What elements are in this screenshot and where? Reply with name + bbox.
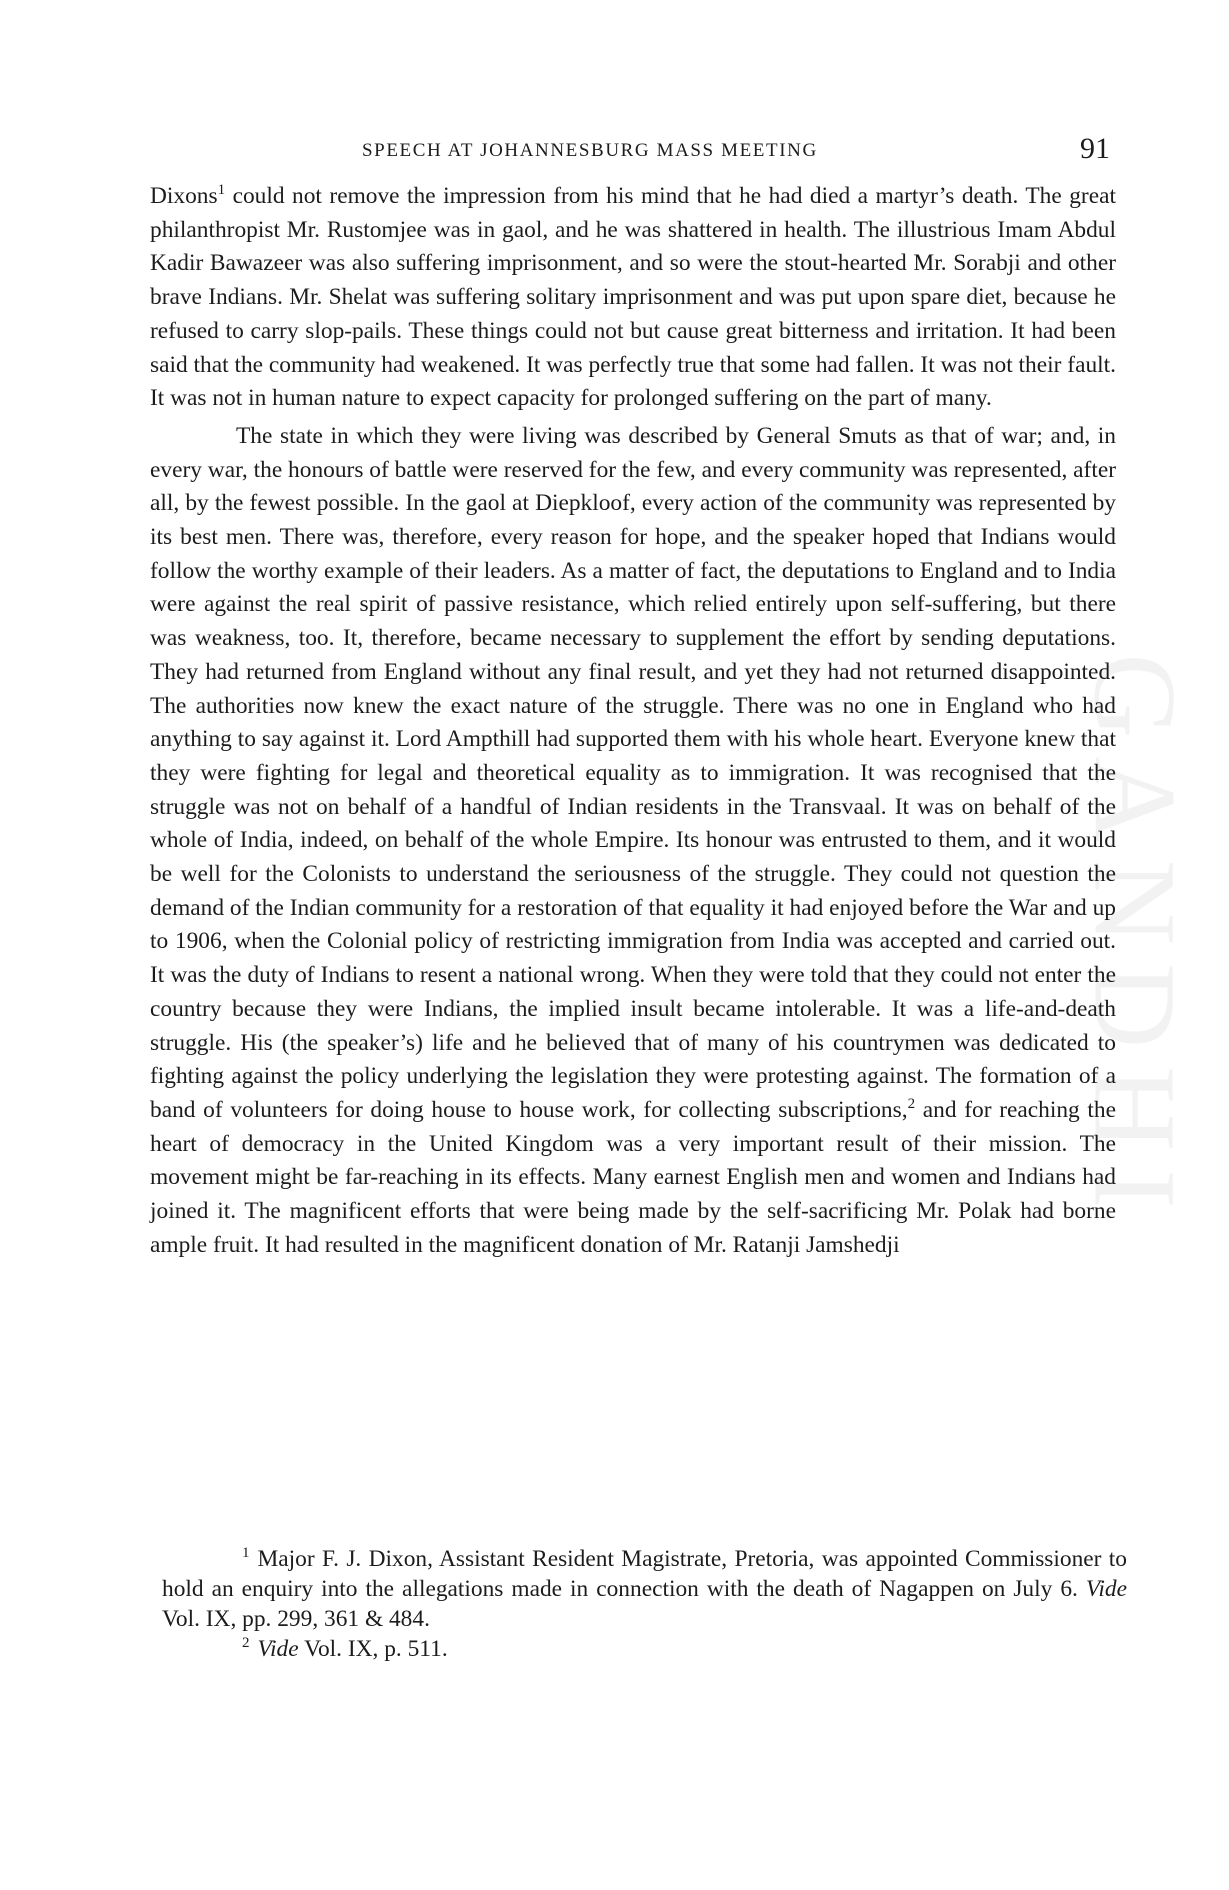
paragraph-1-text-b: could not remove the impression from his mind that he had died a martyr’s death. The great philanthropist Mr. Rustomjee was in gaol, and he was shattered in health. The illustrious Imam Abdul Kadir Bawazeer was also suffering imprisonment, and so were the stout-hearted Mr. Sorabji and other brave Indians. Mr. Shelat was suffering solitary imprisonment and was put upon spare diet, because he refused to carry slop-pails. These things could not but cause great bitterness and irritation. It had been said that the community had weakened. It was perfectly true that some had fallen. It was not their fault. It was not in human nature to expect capacity for prolonged suffering on the part of many. — [150, 183, 1116, 412]
watermark-text: GANDHI — [1070, 653, 1201, 1227]
paragraph-2 — [150, 420, 1116, 1263]
paragraph-2-text-a: The state in which they were living was described by General Smuts as that of war; and, in every war, the honours of battle were reserved for the few, and every community was represented, after all, by the fewest possible. In the gaol at Diepkloof, every action of the community was represented by its best men. There was, therefore, every reason for hope, and the speaker hoped that Indians would follow the worthy example of their leaders. As a matter of fact, the deputations to England and to India were against the real spirit of passive resistance, which relied entirely upon self-suffering, but there was weakness, too. It, therefore, became necessary to supplement the effort by sending deputations. They had returned from England without any final result, and yet they had not returned disappointed. The authorities now knew the exact nature of the struggle. There was no one in England who had anything to say against it. Lord Ampthill had supported them with his whole heart. Everyone knew that they were fighting for legal and theoretical equality as to immigration. It was recognised that the struggle was not on behalf of a handful of Indian residents in the Transvaal. It was on behalf of the whole of India, indeed, on behalf of the whole Empire. Its honour was entrusted to them, and it would be well for the Colonists to understand the seriousness of the struggle. They could not question the demand of the Indian community for a restoration of that equality it had enjoyed before the War and up to 1906, when the Colonial policy of restricting immigration from India was accepted and carried out. It was the duty of Indians to resent a national wrong. When they were told that they could not enter the country because they were Indians, the implied insult became intolerable. It was a life-and-death struggle. His (the speaker’s) life and he believed that of many of his countrymen was dedicated to fighting against the policy underlying the legislation they were protesting against. The formation of a band of volunteers for doing house to house work, for collecting subscriptions, — [150, 422, 1116, 1123]
paragraph-2-text-b: and for reaching the heart of democracy in the United Kingdom was a very important result of their mission. The movement might be far-reaching in its effects. Many earnest English men and women and Indians had joined it. The magnificent efforts that were being made by the self-sacrificing Mr. Polak had borne ample fruit. It had resulted in the magnificent donation of Mr. Ratanji Jamshedji — [150, 1096, 1116, 1258]
footnote-1 — [162, 1544, 1127, 1634]
body-text — [150, 180, 1116, 1263]
footnote-2 — [162, 1634, 1127, 1664]
footnote-1-text-b: Vol. IX, pp. 299, 361 & 484. — [162, 1606, 430, 1632]
footnote-ref-2: 2 — [907, 1095, 916, 1112]
footnote-2-mark: 2 — [242, 1635, 250, 1651]
footnote-1-vide: Vide — [1085, 1576, 1127, 1602]
paragraph-1-text-a: Dixons — [150, 183, 218, 209]
footnote-1-text-a: Major F. J. Dixon, Assistant Resident Magistrate, Pretoria, was appointed Commissioner to hold an enquiry into the allegations made in connection with the death of Nagappen on July 6. — [162, 1546, 1127, 1602]
footnote-2-vide: Vide — [257, 1636, 299, 1662]
running-head — [150, 132, 1110, 172]
footnotes — [162, 1544, 1127, 1664]
running-title: SPEECH AT JOHANNESBURG MASS MEETING — [362, 140, 818, 161]
page-number: 91 — [1080, 132, 1110, 165]
footnote-ref-1: 1 — [217, 182, 226, 198]
paragraph-1 — [150, 180, 1116, 416]
footnote-2-text-b: Vol. IX, p. 511. — [298, 1636, 448, 1662]
footnote-1-mark: 1 — [242, 1545, 250, 1561]
